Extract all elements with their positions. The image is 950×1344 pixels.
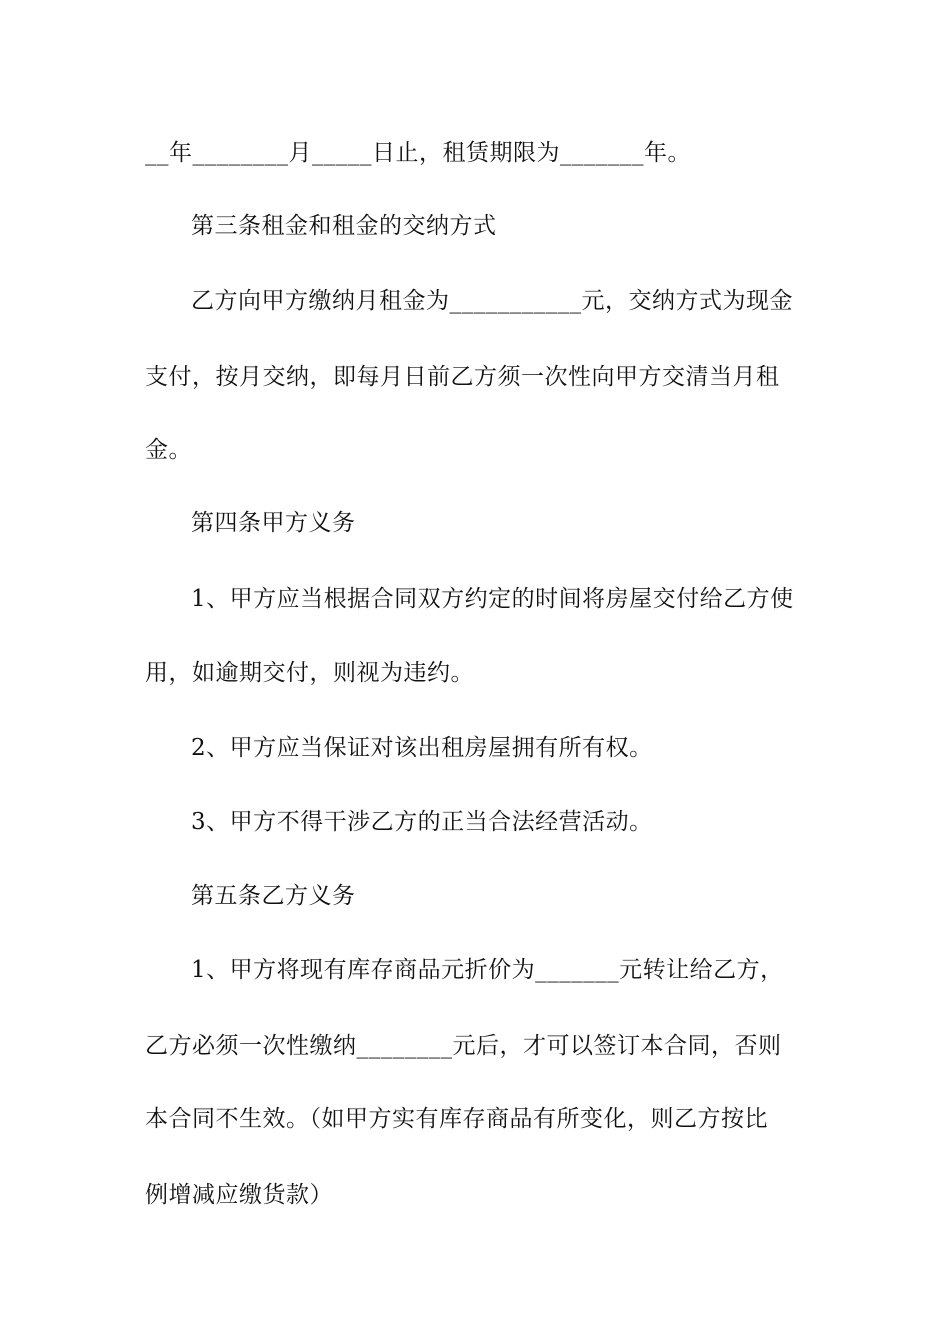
article-3-text-line-2: 支付，按月交纳，即每月日前乙方须一次性向甲方交清当月租 <box>145 364 780 390</box>
article-5-heading: 第五条乙方义务 <box>191 883 356 909</box>
lease-term-line: __年________月_____日止，租赁期限为_______年。 <box>145 140 691 166</box>
article-4-item-2: 2、甲方应当保证对该出租房屋拥有所有权。 <box>191 735 653 761</box>
article-5-item-1-line-1: 1、甲方将现有库存商品元折价为_______元转让给乙方， <box>191 957 784 983</box>
article-4-item-3: 3、甲方不得干涉乙方的正当合法经营活动。 <box>191 809 653 835</box>
article-3-heading: 第三条租金和租金的交纳方式 <box>191 213 497 239</box>
article-3-text-line-3: 金。 <box>145 437 192 463</box>
article-4-heading: 第四条甲方义务 <box>191 510 356 536</box>
article-5-item-1-line-4: 例增减应缴货款） <box>145 1182 333 1208</box>
article-5-item-1-line-2: 乙方必须一次性缴纳________元后，才可以签订本合同，否则 <box>145 1033 782 1059</box>
article-3-text-line-1: 乙方向甲方缴纳月租金为___________元，交纳方式为现金 <box>191 288 793 314</box>
article-4-item-1-line-1: 1、甲方应当根据合同双方约定的时间将房屋交付给乙方使 <box>191 586 794 612</box>
article-4-item-1-line-2: 用，如逾期交付，则视为违约。 <box>145 660 474 686</box>
article-5-item-1-line-3: 本合同不生效。（如甲方实有库存商品有所变化，则乙方按比 <box>145 1106 768 1132</box>
